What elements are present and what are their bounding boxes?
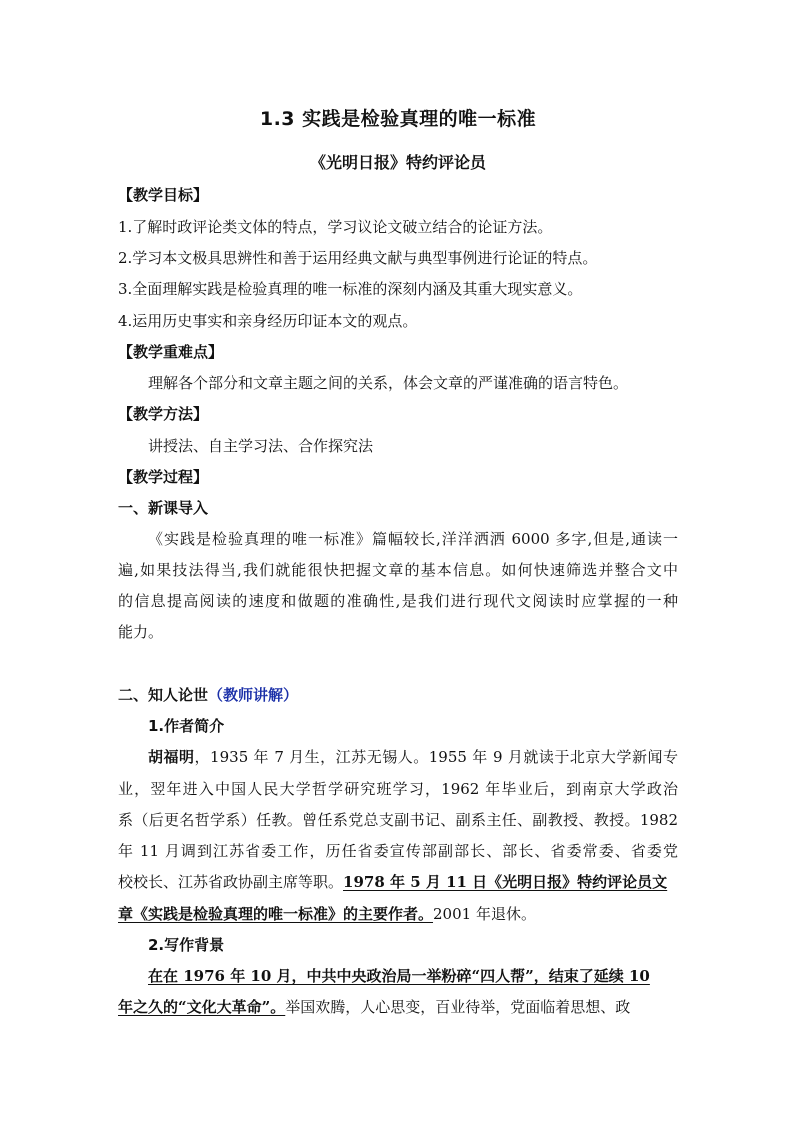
background-paragraph-line: 年之久的“文化大革命”。举国欢腾，人心思变，百业待举，党面临着思想、政 [118,998,631,1016]
author-bold-highlight: 1978 年 5 月 11 日《光明日报》特约评论员文 [343,873,668,891]
author-name: 胡福明 [148,748,195,766]
page-title: 1.3 实践是检验真理的唯一标准 [259,108,537,130]
goal-item: 3.全面理解实践是检验真理的唯一标准的深刻内涵及其重大现实意义。 [118,280,583,298]
background-bold-highlight: 在在 1976 年 10 月，中共中央政治局一举粉碎“四人帮”，结束了延续 10 [148,967,650,985]
goals-heading: 【教学目标】 [118,186,209,204]
author-paragraph-line: 章《实践是检验真理的唯一标准》的主要作者。2001 年退休。 [118,905,536,923]
goal-item: 4.运用历史事实和亲身经历印证本文的观点。 [118,312,418,330]
author-paragraph-line: 校校长、江苏省政协副主席等职。1978 年 5 月 11 日《光明日报》特约评论员文 [118,873,668,891]
method-heading: 【教学方法】 [118,405,209,423]
author-bold-highlight: 章《实践是检验真理的唯一标准》的主要作者。 [118,905,434,923]
process-heading: 【教学过程】 [118,468,209,486]
intro-paragraph-line: 遍,如果技法得当,我们就能很快把握文章的基本信息。如何快速筛选并整合文中 [118,561,678,579]
author-paragraph-line: 年 11 月调到江苏省委工作，历任省委宣传部副部长、部长、省委常委、省委党 [118,842,678,860]
section2-heading: 二、知人论世 [118,686,209,704]
author-paragraph-line: 胡福明，1935 年 7 月生，江苏无锡人。1955 年 9 月就读于北京大学新闻专 [148,748,678,766]
method-text: 讲授法、自主学习法、合作探究法 [148,437,374,455]
intro-paragraph-line: 的信息提高阅读的速度和做题的准确性,是我们进行现代文阅读时应掌握的一种 [118,592,678,610]
background-heading: 2.写作背景 [148,936,225,954]
author-paragraph-line: 系（后更名哲学系）任教。曾任系党总支副书记、副系主任、副教授、教授。1982 [118,811,678,829]
key-points-heading: 【教学重难点】 [118,343,224,361]
intro-paragraph-line: 《实践是检验真理的唯一标准》篇幅较长,洋洋洒洒 6000 多字,但是,通读一 [148,530,678,548]
intro-paragraph-line: 能力。 [118,623,164,641]
section2-heading-row [118,684,298,706]
background-bold-highlight: 年之久的“文化大革命”。 [118,998,286,1016]
page-subtitle: 《光明日报》特约评论员 [309,153,486,172]
intro-heading: 一、新课导入 [118,499,209,517]
key-points-text: 理解各个部分和文章主题之间的关系，体会文章的严谨准确的语言特色。 [148,374,629,392]
goal-item: 1.了解时政评论类文体的特点，学习议论文破立结合的论证方法。 [118,218,553,236]
goal-item: 2.学习本文极具思辨性和善于运用经典文献与典型事例进行论证的特点。 [118,249,598,267]
section2-note: （教师讲解） [208,686,299,704]
author-paragraph-line: 业，翌年进入中国人民大学哲学研究班学习，1962 年毕业后，到南京大学政治 [118,780,678,798]
author-heading: 1.作者简介 [148,717,225,735]
